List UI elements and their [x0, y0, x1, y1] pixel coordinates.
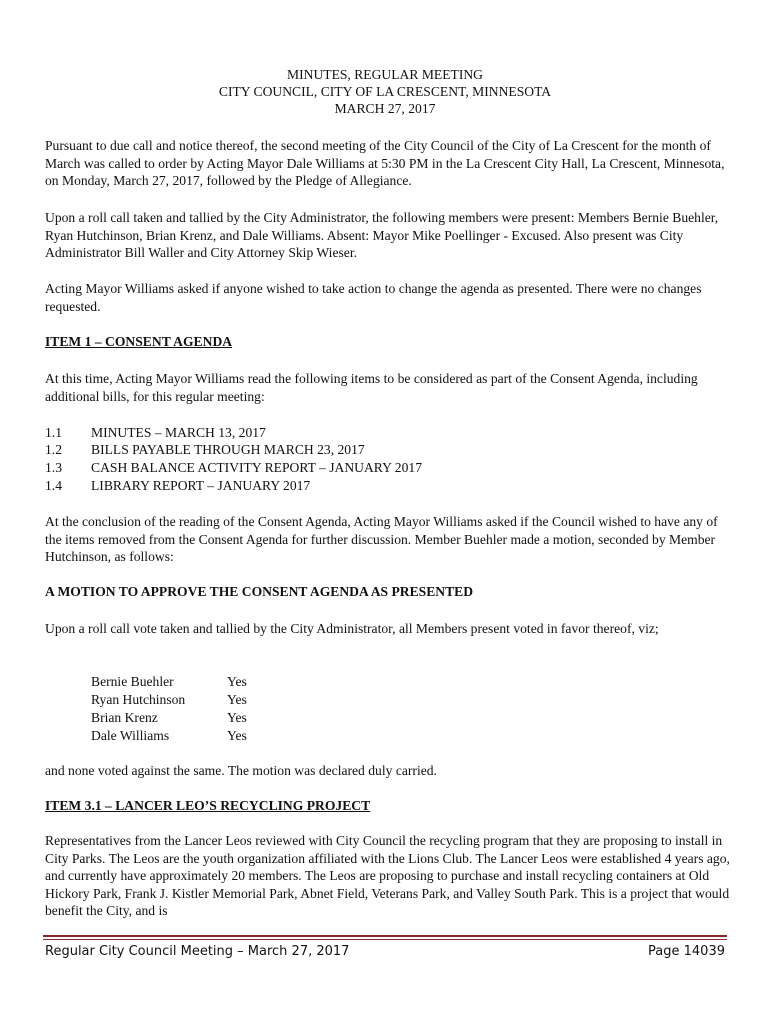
item31-heading: ITEM 3.1 – LANCER LEO’S RECYCLING PROJECT [45, 798, 371, 813]
consent-item-text: MINUTES – MARCH 13, 2017 [91, 425, 266, 440]
voter-name: Bernie Buehler [91, 674, 174, 689]
consent-item-number: 1.4 [45, 478, 62, 493]
voter-name: Brian Krenz [91, 710, 158, 725]
call-to-order-paragraph: Pursuant to due call and notice thereof, the second meeting of the City Council of the City of La Crescent for the month of March was called to order by Acting Mayor Dale Williams at 5:30 PM in the La Crescent City Hall, La Crescent, Minnesota, on Monday, March 27, 2017, followed by the Pledge of Allegiance. [45, 138, 725, 189]
consent-item-text: BILLS PAYABLE THROUGH MARCH 23, 2017 [91, 442, 365, 457]
header-council: CITY COUNCIL, CITY OF LA CRESCENT, MINNESOTA [218, 84, 552, 99]
consent-item-number: 1.3 [45, 460, 62, 475]
consent-item-text: LIBRARY REPORT – JANUARY 2017 [91, 478, 311, 493]
vote-value: Yes [227, 674, 247, 689]
vote-value: Yes [227, 692, 247, 707]
recycling-project-paragraph: Representatives from the Lancer Leos reviewed with City Council the recycling program that they are proposing to install in City Parks. The Leos are the youth organization affiliated with the Lions Club. The Lancer Leos were established 4 years ago, and currently have approximately 20 members. The Leos are proposing to purchase and install recycling containers at Old Hickory Park, Frank J. Kistler Memorial Park, Abnet Field, Veterans Park, and Valley South Park. This is a project that would benefit the City, and is [45, 833, 730, 919]
consent-item-number: 1.1 [45, 425, 62, 440]
header-title: MINUTES, REGULAR MEETING [287, 67, 483, 82]
consent-intro-paragraph: At this time, Acting Mayor Williams read the following items to be considered as part of the Consent Agenda, including additional bills, for this regular meeting: [45, 371, 698, 404]
footer-rule-thin [43, 939, 727, 940]
footer-meeting-title: Regular City Council Meeting – March 27, 2017 [45, 944, 350, 959]
item1-heading: ITEM 1 – CONSENT AGENDA [45, 334, 233, 349]
voter-name: Dale Williams [91, 728, 170, 743]
agenda-change-paragraph: Acting Mayor Williams asked if anyone wished to take action to change the agenda as presented. There were no changes requested. [45, 281, 702, 314]
motion-heading: A MOTION TO APPROVE THE CONSENT AGENDA AS PRESENTED [45, 584, 474, 599]
footer-rule [43, 935, 727, 937]
vote-value: Yes [227, 710, 247, 725]
voter-name: Ryan Hutchinson [91, 692, 186, 707]
roll-call-paragraph: Upon a roll call taken and tallied by the City Administrator, the following members were present: Members Bernie Buehler, Ryan Hutchinson, Brian Krenz, and Dale Williams. Absent: Mayor Mike Poellinger - Excused. Also present was City Administrator Bill Waller and City Attorney Skip Wieser. [45, 210, 719, 261]
roll-call-vote-paragraph: Upon a roll call vote taken and tallied by the City Administrator, all Members present voted in favor thereof, viz; [45, 621, 659, 636]
header-date: MARCH 27, 2017 [334, 101, 436, 116]
consent-item-number: 1.2 [45, 442, 62, 457]
consent-item-text: CASH BALANCE ACTIVITY REPORT – JANUARY 2017 [91, 460, 422, 475]
consent-conclusion-paragraph: At the conclusion of the reading of the Consent Agenda, Acting Mayor Williams asked if the Council wished to have any of the items removed from the Consent Agenda for further discussion. Member Buehler made a motion, seconded by Member Hutchinson, as follows: [45, 514, 718, 565]
motion-carried-paragraph: and none voted against the same. The motion was declared duly carried. [45, 763, 437, 778]
vote-value: Yes [227, 728, 247, 743]
footer-page-number: Page 14039 [648, 944, 725, 959]
